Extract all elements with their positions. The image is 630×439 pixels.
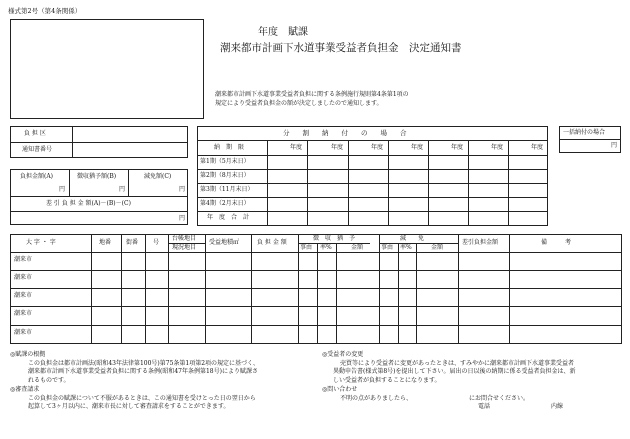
installment-row-2: 第2期（8月末日） xyxy=(200,172,250,179)
extension-label: 内線 xyxy=(551,403,564,410)
deferred-label: 徴収猶予額(B) xyxy=(77,173,117,180)
table-row-address-3: 潮来市 xyxy=(14,292,33,299)
net-yen: 円 xyxy=(179,215,186,222)
table-row-address-1: 潮来市 xyxy=(14,256,33,263)
installment-row-1: 第1期（5月末日） xyxy=(200,158,250,165)
installment-row-4: 第4期（2月末日） xyxy=(200,200,250,207)
change-line-2: 異動申告書(様式第8号)を提出して下さい。届出の日以後の納期に係る受益者負担金は、新 xyxy=(333,368,576,375)
col-current-land: 現況地目 xyxy=(172,244,197,251)
basis-line-2: 潮来都市計画下水道事業受益者負担に関する条例(昭和47年条例第18号)により賦課さ xyxy=(28,368,258,375)
installment-header: 分 割 納 付 の 場 合 xyxy=(283,129,407,137)
col-deferral-amount: 金額 xyxy=(351,244,364,251)
year-col-3: 年度 xyxy=(371,144,384,151)
col-reduction-amount: 金額 xyxy=(431,244,444,251)
address-window-box xyxy=(10,19,204,119)
notice-number-label: 通知書番号 xyxy=(22,146,53,153)
col-ledger-land: 台帳地目 xyxy=(172,235,197,242)
change-title: ◎受益者の変更 xyxy=(322,351,364,358)
col-reduction: 減 免 xyxy=(400,235,425,242)
detail-table xyxy=(10,234,622,344)
year-total-label: 年 度 合 計 xyxy=(207,214,250,221)
contact-line: 不明の点がありましたら、 にお問合せください。 xyxy=(340,395,530,402)
phone-label: 電話 xyxy=(478,403,491,410)
col-remarks: 備 考 xyxy=(541,239,572,246)
charge-yen: 円 xyxy=(59,186,66,193)
col-reduction-reason: 事由 xyxy=(381,244,394,251)
year-col-4: 年度 xyxy=(411,144,424,151)
intro-line-2: 規定により受益者負担金の額が決定しましたので通知します。 xyxy=(215,100,383,107)
year-col-6: 年度 xyxy=(491,144,504,151)
col-area: 受益地積㎡ xyxy=(209,239,240,246)
table-row-address-2: 潮来市 xyxy=(14,274,33,281)
change-line-3: しい受益者が負担することになります。 xyxy=(333,377,441,384)
lump-sum-yen: 円 xyxy=(611,142,618,149)
col-block: 街番 xyxy=(126,239,139,246)
col-deferral-reason: 事由 xyxy=(300,244,313,251)
year-col-7: 年度 xyxy=(531,144,544,151)
year-col-5: 年度 xyxy=(451,144,464,151)
reduction-yen: 円 xyxy=(179,186,186,193)
contact-title: ◎問い合わせ xyxy=(322,386,358,393)
form-number: 様式第2号（第4条関係） xyxy=(8,7,82,15)
col-number: 号 xyxy=(153,239,160,246)
table-row-address-4: 潮来市 xyxy=(14,310,33,317)
review-line-2: 起算して3ヶ月以内に、潮来市長に対して審査請求をすることができます。 xyxy=(28,403,230,410)
col-net-charge: 差引負担金額 xyxy=(462,239,499,246)
deferred-yen: 円 xyxy=(119,186,126,193)
installment-row-3: 第3期（11月末日） xyxy=(200,186,254,193)
change-line-1: 売買等により受益者に変更があったときは、すみやかに潮来都市計画下水道事業受益者 xyxy=(340,360,574,367)
col-reduction-rate: 率% xyxy=(400,244,412,251)
col-deferral: 徴 収 猶 予 xyxy=(313,235,356,242)
basis-line-1: この負担金は都市計画法(昭和43年法律第100号)第75条第1項第2項の規定に基づく、 xyxy=(28,360,259,367)
review-line-1: この負担金の賦課について不服があるときは、この通知書を受けとった日の翌日から xyxy=(28,395,256,402)
lump-sum-label: 一括納付の場合 xyxy=(563,129,606,136)
intro-line-1: 潮来都市計画下水道事業受益者負担に関する条例施行規則第4条第1項の xyxy=(215,91,409,98)
year-col-2: 年度 xyxy=(331,144,344,151)
net-charge-label: 差 引 負 担 金 額(A)－(B)－(C) xyxy=(46,200,131,207)
col-deferral-rate: 率% xyxy=(320,244,332,251)
col-charge: 負 担 金 額 xyxy=(257,239,287,246)
basis-title: ◎賦課の根拠 xyxy=(10,351,46,358)
page-title: 潮来都市計画下水道事業受益者負担金 決定通知書 xyxy=(220,42,462,54)
table-row-address-5: 潮来市 xyxy=(14,329,33,336)
review-title: ◎審査請求 xyxy=(10,386,40,393)
reduction-label: 減免額(C) xyxy=(144,173,172,180)
due-date-label: 納 期 限 xyxy=(214,144,245,151)
district-label: 負 担 区 xyxy=(24,130,46,137)
col-chiban: 地番 xyxy=(99,239,112,246)
title-fiscal-year: 年度 賦課 xyxy=(258,27,308,38)
col-address: 大 字 ・ 字 xyxy=(26,239,56,246)
charge-label: 負担金額(A) xyxy=(20,173,54,180)
table-header-divider xyxy=(10,252,622,253)
year-col-1: 年度 xyxy=(290,144,303,151)
basis-line-3: れるものです。 xyxy=(28,377,70,384)
